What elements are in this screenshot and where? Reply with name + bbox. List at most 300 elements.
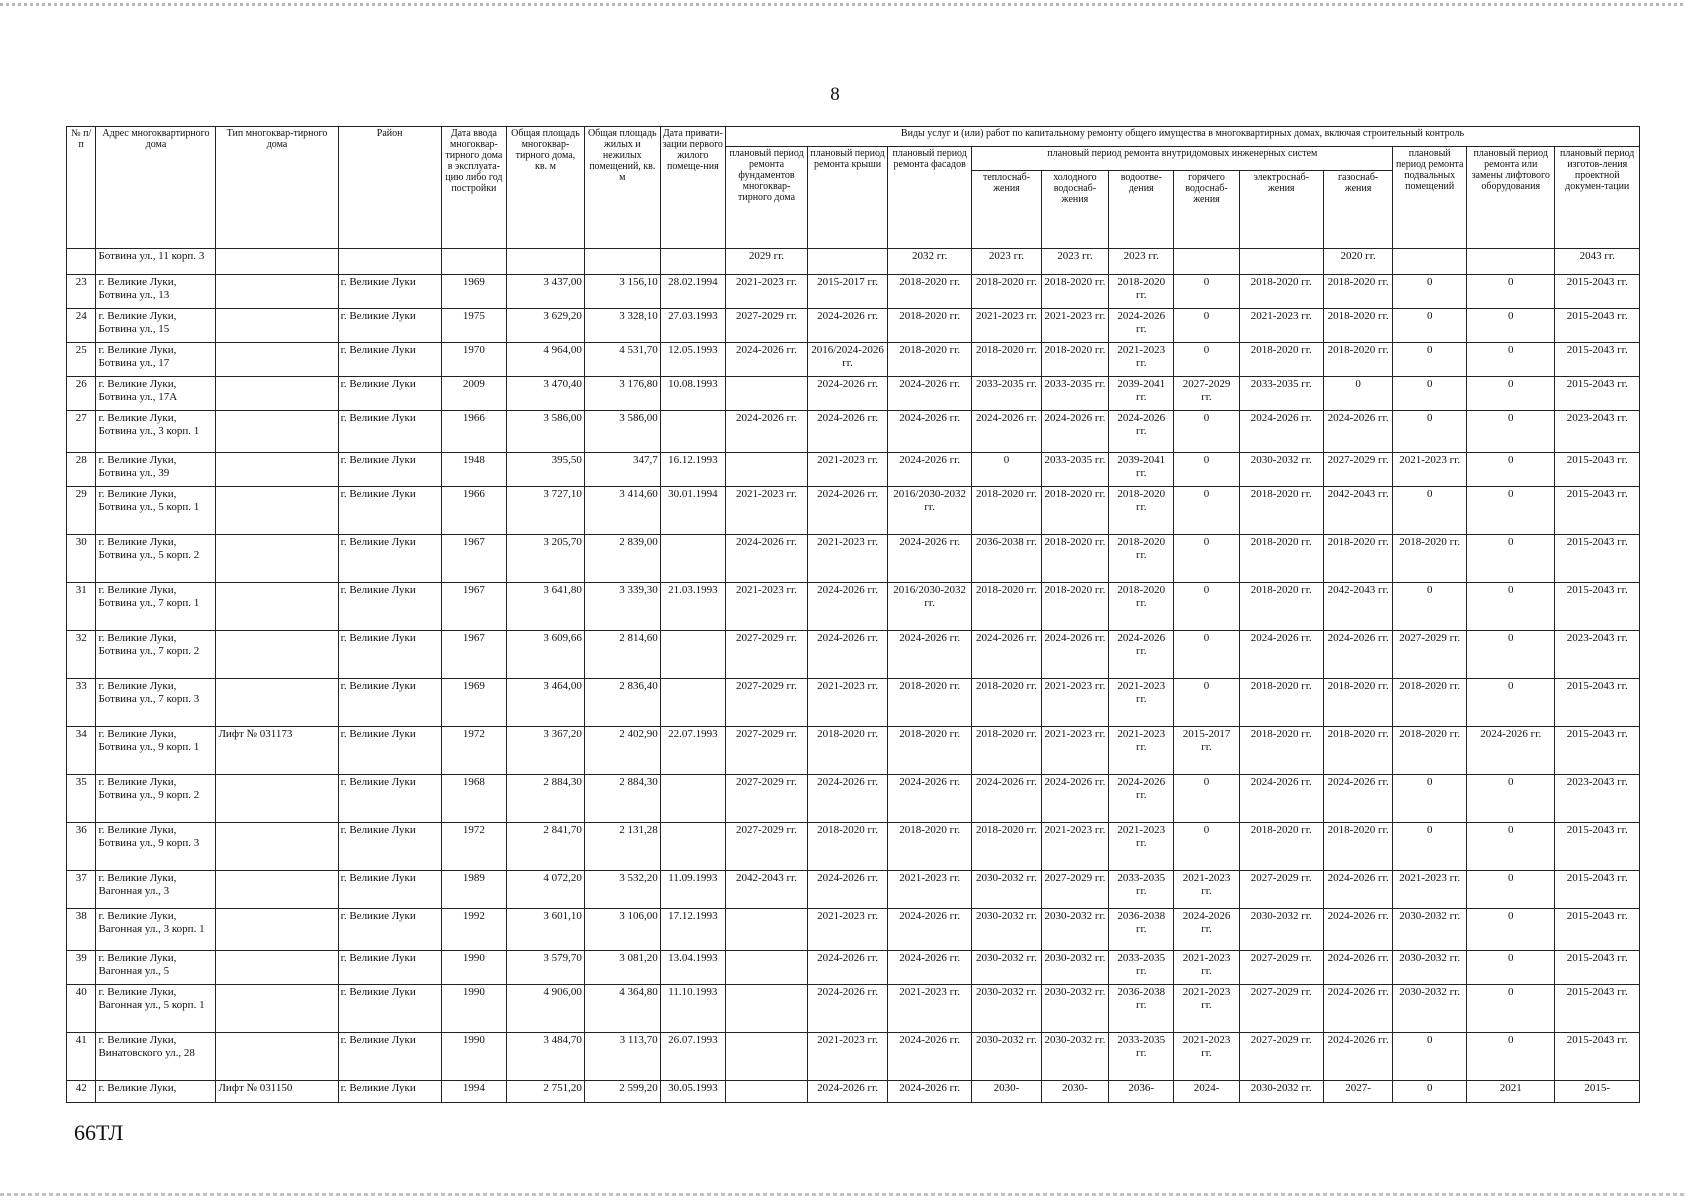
cell-electric: 2018-2020 гг. <box>1239 823 1323 871</box>
header-living-area: Общая площадь жилых и нежилых помещений, кв. м <box>584 127 660 249</box>
cell-elevator: 0 <box>1467 487 1555 535</box>
cell-type <box>216 535 338 583</box>
cell-privatization: 10.08.1993 <box>660 377 725 411</box>
cell-type <box>216 679 338 727</box>
cell-address: г. Великие Луки, Ботвина ул., 13 <box>96 275 216 309</box>
table-row <box>67 775 1640 823</box>
cell-privatization: 13.04.1993 <box>660 951 725 985</box>
cell-heat: 2030-2032 гг. <box>972 951 1041 985</box>
cell-type <box>216 377 338 411</box>
cell-basement: 2018-2020 гг. <box>1393 535 1467 583</box>
header-sewage: водоотве-дения <box>1109 171 1174 249</box>
cell-facade: 2018-2020 гг. <box>888 275 972 309</box>
cell-electric: 2018-2020 гг. <box>1239 679 1323 727</box>
cell-roof: 2021-2023 гг. <box>808 909 888 951</box>
header-electric: электроснаб-жения <box>1239 171 1323 249</box>
cell-num: 24 <box>67 309 96 343</box>
cell-sewage: 2021-2023 гг. <box>1109 727 1174 775</box>
cell-privatization: 27.03.1993 <box>660 309 725 343</box>
cell-cold-water: 2030-2032 гг. <box>1041 951 1108 985</box>
cell-total-area: 4 072,20 <box>507 871 585 909</box>
cell-cold-water: 2021-2023 гг. <box>1041 823 1108 871</box>
cell-foundation: 2024-2026 гг. <box>725 535 807 583</box>
cell-heat: 2024-2026 гг. <box>972 411 1041 453</box>
cell-privatization: 22.07.1993 <box>660 727 725 775</box>
cell-privatization: 11.10.1993 <box>660 985 725 1033</box>
header-privatization-date: Дата привати-зации первого жилого помеще-ния <box>660 127 725 249</box>
cell-heat: 2030- <box>972 1081 1041 1103</box>
cell-design-docs: 2015-2043 гг. <box>1555 871 1640 909</box>
table-row <box>67 631 1640 679</box>
cell-foundation: 2029 гг. <box>725 249 807 275</box>
cell-gas: 2024-2026 гг. <box>1323 1033 1392 1081</box>
cell-total-area: 3 601,10 <box>507 909 585 951</box>
cell-num: 33 <box>67 679 96 727</box>
cell-design-docs: 2015-2043 гг. <box>1555 535 1640 583</box>
cell-num: 34 <box>67 727 96 775</box>
cell-roof: 2021-2023 гг. <box>808 679 888 727</box>
cell-facade: 2032 гг. <box>888 249 972 275</box>
cell-electric: 2027-2029 гг. <box>1239 871 1323 909</box>
cell-total-area: 3 464,00 <box>507 679 585 727</box>
cell-elevator: 0 <box>1467 309 1555 343</box>
cell-sewage: 2018-2020 гг. <box>1109 275 1174 309</box>
header-hot-water: горячего водоснаб-жения <box>1174 171 1239 249</box>
cell-num: 23 <box>67 275 96 309</box>
header-num: № п/п <box>67 127 96 249</box>
cell-sewage: 2039-2041 гг. <box>1109 453 1174 487</box>
cell-living-area: 2 839,00 <box>584 535 660 583</box>
cell-type <box>216 411 338 453</box>
cell-address: Ботвина ул., 11 корп. 3 <box>96 249 216 275</box>
cell-district: г. Великие Луки <box>338 727 441 775</box>
cell-type <box>216 631 338 679</box>
cell-type <box>216 453 338 487</box>
cell-hot-water: 2015-2017 гг. <box>1174 727 1239 775</box>
cell-foundation: 2027-2029 гг. <box>725 631 807 679</box>
capital-repair-table <box>66 126 1640 1103</box>
cell-district: г. Великие Луки <box>338 453 441 487</box>
cell-cold-water: 2023 гг. <box>1041 249 1108 275</box>
cell-address: г. Великие Луки, <box>96 1081 216 1103</box>
cell-foundation: 2042-2043 гг. <box>725 871 807 909</box>
header-total-area: Общая площадь многоквар-тирного дома, кв. м <box>507 127 585 249</box>
cell-electric: 2018-2020 гг. <box>1239 583 1323 631</box>
cell-cold-water: 2030-2032 гг. <box>1041 909 1108 951</box>
cell-hot-water: 0 <box>1174 487 1239 535</box>
cell-facade: 2018-2020 гг. <box>888 343 972 377</box>
cell-gas: 2027-2029 гг. <box>1323 453 1392 487</box>
cell-heat: 2024-2026 гг. <box>972 775 1041 823</box>
cell-living-area: 2 884,30 <box>584 775 660 823</box>
cell-num: 26 <box>67 377 96 411</box>
cell-year: 1992 <box>441 909 506 951</box>
cell-electric: 2027-2029 гг. <box>1239 951 1323 985</box>
cell-gas: 2018-2020 гг. <box>1323 535 1392 583</box>
cell-basement: 0 <box>1393 411 1467 453</box>
cell-facade: 2024-2026 гг. <box>888 535 972 583</box>
cell-district: г. Великие Луки <box>338 679 441 727</box>
cell-foundation: 2027-2029 гг. <box>725 309 807 343</box>
header-district: Район <box>338 127 441 249</box>
cell-gas: 2018-2020 гг. <box>1323 343 1392 377</box>
cell-year: 1970 <box>441 343 506 377</box>
cell-sewage: 2024-2026 гг. <box>1109 775 1174 823</box>
cell-electric: 2021-2023 гг. <box>1239 309 1323 343</box>
cell-year: 1989 <box>441 871 506 909</box>
cell-elevator: 0 <box>1467 583 1555 631</box>
table-row <box>67 823 1640 871</box>
cell-gas: 2027- <box>1323 1081 1392 1103</box>
cell-address: г. Великие Луки, Ботвина ул., 17 <box>96 343 216 377</box>
cell-num: 29 <box>67 487 96 535</box>
cell-design-docs: 2015-2043 гг. <box>1555 823 1640 871</box>
cell-facade: 2021-2023 гг. <box>888 871 972 909</box>
cell-living-area: 4 531,70 <box>584 343 660 377</box>
cell-heat: 2030-2032 гг. <box>972 871 1041 909</box>
cell-address: г. Великие Луки, Вагонная ул., 5 <box>96 951 216 985</box>
cell-district: г. Великие Луки <box>338 1081 441 1103</box>
cell-design-docs: 2015-2043 гг. <box>1555 309 1640 343</box>
cell-heat: 2018-2020 гг. <box>972 343 1041 377</box>
cell-basement: 0 <box>1393 309 1467 343</box>
cell-facade: 2024-2026 гг. <box>888 951 972 985</box>
cell-sewage: 2033-2035 гг. <box>1109 1033 1174 1081</box>
cell-total-area: 3 609,66 <box>507 631 585 679</box>
cell-district: г. Великие Луки <box>338 411 441 453</box>
cell-num: 31 <box>67 583 96 631</box>
cell-privatization <box>660 775 725 823</box>
cell-type <box>216 583 338 631</box>
header-foundation: плановый период ремонта фундаментов многоквар-тирного дома <box>725 147 807 249</box>
cell-gas: 2024-2026 гг. <box>1323 775 1392 823</box>
cell-num: 25 <box>67 343 96 377</box>
cell-address: г. Великие Луки, Ботвина ул., 3 корп. 1 <box>96 411 216 453</box>
cell-gas: 2042-2043 гг. <box>1323 583 1392 631</box>
cell-design-docs: 2015-2043 гг. <box>1555 679 1640 727</box>
cell-hot-water: 0 <box>1174 679 1239 727</box>
header-roof: плановый период ремонта крыши <box>808 147 888 249</box>
cell-total-area: 395,50 <box>507 453 585 487</box>
cell-address: г. Великие Луки, Ботвина ул., 7 корп. 3 <box>96 679 216 727</box>
cell-cold-water: 2018-2020 гг. <box>1041 535 1108 583</box>
header-facade: плановый период ремонта фасадов <box>888 147 972 249</box>
cell-foundation: 2024-2026 гг. <box>725 343 807 377</box>
cell-num: 42 <box>67 1081 96 1103</box>
cell-facade: 2024-2026 гг. <box>888 631 972 679</box>
cell-district: г. Великие Луки <box>338 309 441 343</box>
cell-num: 28 <box>67 453 96 487</box>
cell-year: 1968 <box>441 775 506 823</box>
cell-type: Лифт № 031173 <box>216 727 338 775</box>
table-row <box>67 535 1640 583</box>
cell-year: 1967 <box>441 631 506 679</box>
page-number: 8 <box>830 84 840 105</box>
cell-hot-water: 2024- <box>1174 1081 1239 1103</box>
cell-hot-water: 0 <box>1174 275 1239 309</box>
cell-elevator: 2021 <box>1467 1081 1555 1103</box>
cell-heat: 2018-2020 гг. <box>972 487 1041 535</box>
cell-address: г. Великие Луки, Ботвина ул., 17А <box>96 377 216 411</box>
cell-roof: 2021-2023 гг. <box>808 535 888 583</box>
scan-edge-top <box>0 3 1686 6</box>
cell-privatization <box>660 535 725 583</box>
cell-electric: 2018-2020 гг. <box>1239 275 1323 309</box>
cell-hot-water: 0 <box>1174 583 1239 631</box>
cell-hot-water: 0 <box>1174 309 1239 343</box>
header-address: Адрес многоквартирного дома <box>96 127 216 249</box>
cell-electric: 2018-2020 гг. <box>1239 487 1323 535</box>
cell-cold-water: 2030-2032 гг. <box>1041 985 1108 1033</box>
cell-design-docs: 2015-2043 гг. <box>1555 1033 1640 1081</box>
cell-cold-water: 2024-2026 гг. <box>1041 411 1108 453</box>
cell-type <box>216 249 338 275</box>
cell-design-docs: 2015-2043 гг. <box>1555 951 1640 985</box>
cell-foundation: 2027-2029 гг. <box>725 823 807 871</box>
table-row <box>67 909 1640 951</box>
cell-num: 36 <box>67 823 96 871</box>
cell-cold-water: 2033-2035 гг. <box>1041 453 1108 487</box>
cell-heat: 2030-2032 гг. <box>972 985 1041 1033</box>
cell-gas: 2024-2026 гг. <box>1323 951 1392 985</box>
cell-sewage: 2023 гг. <box>1109 249 1174 275</box>
cell-gas: 2024-2026 гг. <box>1323 909 1392 951</box>
cell-facade: 2016/2030-2032 гг. <box>888 487 972 535</box>
cell-basement: 0 <box>1393 823 1467 871</box>
cell-district: г. Великие Луки <box>338 535 441 583</box>
cell-living-area: 3 081,20 <box>584 951 660 985</box>
cell-cold-water: 2018-2020 гг. <box>1041 275 1108 309</box>
cell-living-area: 3 532,20 <box>584 871 660 909</box>
cell-total-area: 3 367,20 <box>507 727 585 775</box>
cell-gas: 2020 гг. <box>1323 249 1392 275</box>
cell-district <box>338 249 441 275</box>
cell-heat: 2023 гг. <box>972 249 1041 275</box>
cell-roof: 2024-2026 гг. <box>808 487 888 535</box>
cell-total-area: 3 641,80 <box>507 583 585 631</box>
cell-district: г. Великие Луки <box>338 985 441 1033</box>
cell-year: 1990 <box>441 985 506 1033</box>
cell-basement: 0 <box>1393 1033 1467 1081</box>
cell-living-area: 2 836,40 <box>584 679 660 727</box>
cell-heat: 0 <box>972 453 1041 487</box>
cell-hot-water: 2021-2023 гг. <box>1174 1033 1239 1081</box>
cell-hot-water: 0 <box>1174 411 1239 453</box>
cell-electric: 2024-2026 гг. <box>1239 775 1323 823</box>
cell-privatization: 28.02.1994 <box>660 275 725 309</box>
cell-sewage: 2033-2035 гг. <box>1109 871 1174 909</box>
cell-district: г. Великие Луки <box>338 487 441 535</box>
cell-design-docs: 2023-2043 гг. <box>1555 775 1640 823</box>
header-heat: теплоснаб-жения <box>972 171 1041 249</box>
cell-total-area <box>507 249 585 275</box>
cell-year: 1967 <box>441 535 506 583</box>
cell-design-docs: 2015-2043 гг. <box>1555 487 1640 535</box>
cell-address: г. Великие Луки, Ботвина ул., 7 корп. 2 <box>96 631 216 679</box>
cell-num: 38 <box>67 909 96 951</box>
cell-design-docs: 2015-2043 гг. <box>1555 583 1640 631</box>
cell-sewage: 2036-2038 гг. <box>1109 985 1174 1033</box>
cell-gas: 2024-2026 гг. <box>1323 871 1392 909</box>
cell-total-area: 3 727,10 <box>507 487 585 535</box>
cell-elevator: 0 <box>1467 951 1555 985</box>
cell-hot-water: 2021-2023 гг. <box>1174 985 1239 1033</box>
cell-roof: 2024-2026 гг. <box>808 1081 888 1103</box>
cell-hot-water: 0 <box>1174 535 1239 583</box>
cell-basement: 0 <box>1393 583 1467 631</box>
cell-address: г. Великие Луки, Ботвина ул., 5 корп. 1 <box>96 487 216 535</box>
cell-district: г. Великие Луки <box>338 775 441 823</box>
cell-foundation: 2024-2026 гг. <box>725 411 807 453</box>
cell-total-area: 3 579,70 <box>507 951 585 985</box>
cell-living-area: 3 176,80 <box>584 377 660 411</box>
cell-foundation: 2021-2023 гг. <box>725 275 807 309</box>
cell-basement: 0 <box>1393 487 1467 535</box>
cell-year: 1994 <box>441 1081 506 1103</box>
cell-electric: 2030-2032 гг. <box>1239 453 1323 487</box>
cell-electric: 2018-2020 гг. <box>1239 343 1323 377</box>
scan-edge-bottom <box>0 1193 1686 1196</box>
header-type: Тип многоквар-тирного дома <box>216 127 338 249</box>
cell-roof: 2015-2017 гг. <box>808 275 888 309</box>
cell-district: г. Великие Луки <box>338 823 441 871</box>
cell-roof: 2024-2026 гг. <box>808 309 888 343</box>
cell-district: г. Великие Луки <box>338 1033 441 1081</box>
cell-district: г. Великие Луки <box>338 909 441 951</box>
cell-foundation: 2027-2029 гг. <box>725 679 807 727</box>
cell-facade: 2024-2026 гг. <box>888 411 972 453</box>
header-elevator: плановый период ремонта или замены лифтового оборудования <box>1467 147 1555 249</box>
cell-year: 2009 <box>441 377 506 411</box>
cell-elevator: 0 <box>1467 1033 1555 1081</box>
cell-roof: 2024-2026 гг. <box>808 411 888 453</box>
cell-basement: 0 <box>1393 343 1467 377</box>
cell-cold-water: 2021-2023 гг. <box>1041 679 1108 727</box>
cell-roof: 2016/2024-2026 гг. <box>808 343 888 377</box>
cell-basement: 2018-2020 гг. <box>1393 727 1467 775</box>
cell-design-docs: 2015-2043 гг. <box>1555 985 1640 1033</box>
cell-hot-water: 0 <box>1174 631 1239 679</box>
cell-living-area: 3 156,10 <box>584 275 660 309</box>
cell-heat: 2021-2023 гг. <box>972 309 1041 343</box>
cell-foundation <box>725 377 807 411</box>
cell-design-docs: 2043 гг. <box>1555 249 1640 275</box>
cell-foundation: 2027-2029 гг. <box>725 727 807 775</box>
cell-living-area: 2 131,28 <box>584 823 660 871</box>
cell-gas: 2024-2026 гг. <box>1323 411 1392 453</box>
cell-sewage: 2024-2026 гг. <box>1109 631 1174 679</box>
cell-facade: 2024-2026 гг. <box>888 909 972 951</box>
cell-privatization: 21.03.1993 <box>660 583 725 631</box>
cell-electric: 2027-2029 гг. <box>1239 1033 1323 1081</box>
cell-roof: 2024-2026 гг. <box>808 377 888 411</box>
cell-privatization <box>660 679 725 727</box>
cell-hot-water: 2021-2023 гг. <box>1174 951 1239 985</box>
cell-living-area: 2 402,90 <box>584 727 660 775</box>
cell-elevator: 0 <box>1467 631 1555 679</box>
cell-electric: 2030-2032 гг. <box>1239 1081 1323 1103</box>
cell-roof: 2024-2026 гг. <box>808 871 888 909</box>
cell-sewage: 2021-2023 гг. <box>1109 343 1174 377</box>
cell-design-docs: 2023-2043 гг. <box>1555 631 1640 679</box>
cell-foundation <box>725 951 807 985</box>
cell-foundation <box>725 985 807 1033</box>
footer-code: 66ТЛ <box>74 1120 124 1145</box>
header-commission-year: Дата ввода многоквар-тирного дома в эксплуата-цию либо год постройки <box>441 127 506 249</box>
cell-electric <box>1239 249 1323 275</box>
cell-privatization: 26.07.1993 <box>660 1033 725 1081</box>
cell-num: 30 <box>67 535 96 583</box>
cell-facade: 2018-2020 гг. <box>888 309 972 343</box>
cell-privatization: 12.05.1993 <box>660 343 725 377</box>
cell-privatization: 11.09.1993 <box>660 871 725 909</box>
cell-heat: 2018-2020 гг. <box>972 583 1041 631</box>
cell-address: г. Великие Луки, Винатовского ул., 28 <box>96 1033 216 1081</box>
cell-cold-water: 2018-2020 гг. <box>1041 343 1108 377</box>
cell-roof: 2024-2026 гг. <box>808 583 888 631</box>
cell-total-area: 3 470,40 <box>507 377 585 411</box>
cell-living-area <box>584 249 660 275</box>
cell-design-docs: 2015- <box>1555 1081 1640 1103</box>
cell-total-area: 2 841,70 <box>507 823 585 871</box>
cell-elevator: 0 <box>1467 343 1555 377</box>
cell-gas: 2018-2020 гг. <box>1323 727 1392 775</box>
table-row <box>67 249 1640 275</box>
cell-elevator: 0 <box>1467 411 1555 453</box>
cell-type <box>216 775 338 823</box>
table-row <box>67 487 1640 535</box>
table-row <box>67 985 1640 1033</box>
table-row <box>67 679 1640 727</box>
header-cold-water: холодного водоснаб-жения <box>1041 171 1108 249</box>
cell-total-area: 2 884,30 <box>507 775 585 823</box>
cell-type <box>216 823 338 871</box>
cell-cold-water: 2027-2029 гг. <box>1041 871 1108 909</box>
header-gas: газоснаб-жения <box>1323 171 1392 249</box>
cell-sewage: 2021-2023 гг. <box>1109 823 1174 871</box>
table-row <box>67 951 1640 985</box>
cell-type <box>216 487 338 535</box>
table-row <box>67 275 1640 309</box>
cell-heat: 2018-2020 гг. <box>972 727 1041 775</box>
cell-year: 1967 <box>441 583 506 631</box>
cell-year: 1972 <box>441 823 506 871</box>
cell-basement: 0 <box>1393 775 1467 823</box>
cell-cold-water: 2021-2023 гг. <box>1041 309 1108 343</box>
cell-roof: 2024-2026 гг. <box>808 951 888 985</box>
header-works-group: Виды услуг и (или) работ по капитальному ремонту общего имущества в многоквартирных домах, включая строительный контроль <box>725 127 1639 147</box>
cell-hot-water: 0 <box>1174 453 1239 487</box>
cell-living-area: 3 113,70 <box>584 1033 660 1081</box>
cell-year: 1969 <box>441 275 506 309</box>
cell-total-area: 3 586,00 <box>507 411 585 453</box>
cell-cold-water: 2033-2035 гг. <box>1041 377 1108 411</box>
cell-elevator: 0 <box>1467 823 1555 871</box>
cell-living-area: 4 364,80 <box>584 985 660 1033</box>
cell-electric: 2033-2035 гг. <box>1239 377 1323 411</box>
cell-address: г. Великие Луки, Вагонная ул., 3 корп. 1 <box>96 909 216 951</box>
cell-year: 1975 <box>441 309 506 343</box>
cell-design-docs: 2015-2043 гг. <box>1555 275 1640 309</box>
cell-elevator: 0 <box>1467 453 1555 487</box>
cell-electric: 2024-2026 гг. <box>1239 411 1323 453</box>
table-row <box>67 583 1640 631</box>
cell-facade: 2024-2026 гг. <box>888 453 972 487</box>
cell-total-area: 3 205,70 <box>507 535 585 583</box>
cell-address: г. Великие Луки, Вагонная ул., 5 корп. 1 <box>96 985 216 1033</box>
cell-type <box>216 275 338 309</box>
cell-basement <box>1393 249 1467 275</box>
